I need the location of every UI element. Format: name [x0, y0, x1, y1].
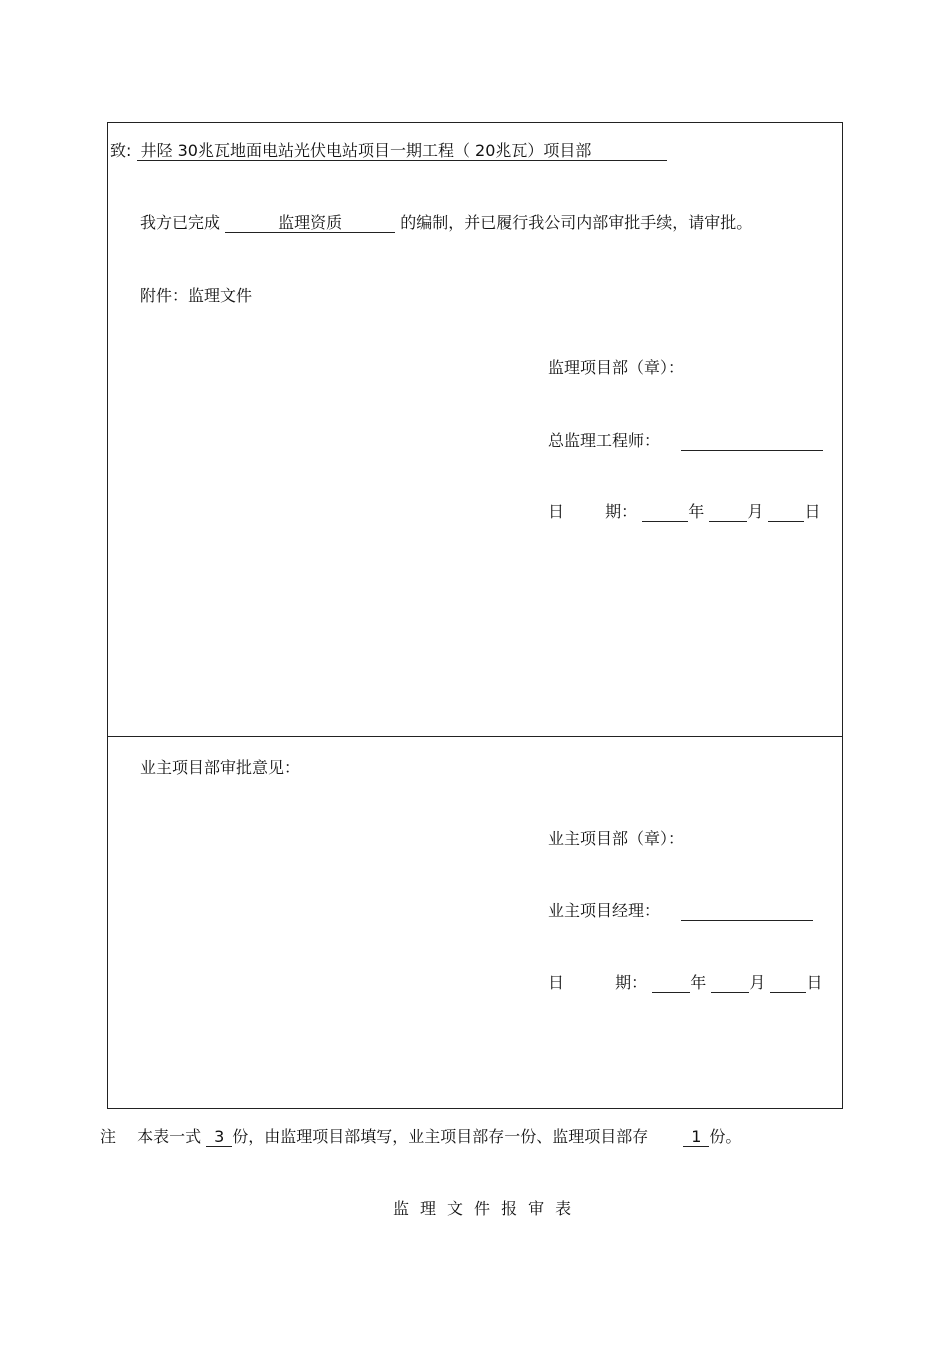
- footer-title-char: 件: [474, 1199, 491, 1218]
- footer-title-char: 审: [528, 1199, 545, 1218]
- addressee-project: 井陉 30兆瓦地面电站光伏电站项目一期工程（ 20兆瓦）项目部: [137, 141, 667, 161]
- month-label: 月: [747, 502, 764, 521]
- footer-title: [393, 1199, 582, 1219]
- attachment-line: 附件：监理文件: [140, 286, 253, 305]
- note-text-2: 份，由监理项目部填写，业主项目部存一份、监理项目部存: [232, 1127, 649, 1146]
- form-frame: [107, 122, 843, 1109]
- owner-opinion-label: 业主项目部审批意见：: [140, 758, 301, 777]
- footer-title-char: 表: [555, 1199, 572, 1218]
- date-label-a: 日: [548, 502, 565, 521]
- date-line-1: [548, 502, 820, 522]
- chief-engineer-line: [548, 431, 823, 451]
- owner-dept-seal: 业主项目部（章）：: [548, 829, 685, 848]
- day-label: 日: [804, 502, 821, 521]
- note-copies: 3: [206, 1127, 232, 1147]
- addressee-prefix: 致:: [110, 141, 132, 160]
- footer-title-char: 监: [393, 1199, 410, 1218]
- day-blank: [770, 973, 806, 993]
- intro-before: 我方已完成: [140, 213, 221, 232]
- month-blank: [709, 502, 747, 522]
- footer-title-char: 理: [420, 1199, 437, 1218]
- intro-filled: 监理资质: [225, 213, 395, 233]
- year-blank: [652, 973, 690, 993]
- owner-manager-blank: [681, 901, 813, 921]
- note-text-1: 本表一式: [137, 1127, 202, 1146]
- chief-engineer-blank: [681, 431, 823, 451]
- day-blank: [768, 502, 804, 522]
- supervisor-dept-seal: 监理项目部（章）：: [548, 358, 685, 377]
- month-blank: [711, 973, 749, 993]
- note-text-3: 份。: [709, 1127, 742, 1146]
- intro-line: [140, 213, 752, 233]
- date-label-a: 日: [548, 973, 565, 992]
- month-label: 月: [749, 973, 766, 992]
- year-label: 年: [688, 502, 705, 521]
- addressee-line: [110, 141, 667, 161]
- chief-engineer-label: 总监理工程师：: [548, 431, 661, 450]
- date-label-b: 期：: [615, 973, 648, 992]
- owner-manager-line: [548, 901, 813, 921]
- day-label: 日: [806, 973, 823, 992]
- note-copies-2: 1: [683, 1127, 709, 1147]
- date-line-2: [548, 973, 822, 993]
- intro-after: 的编制，并已履行我公司内部审批手续，请审批。: [400, 213, 753, 232]
- year-blank: [642, 502, 688, 522]
- note-prefix: 注: [100, 1127, 117, 1146]
- date-label-b: 期：: [605, 502, 638, 521]
- footer-title-char: 文: [447, 1199, 464, 1218]
- note-line: [100, 1127, 741, 1147]
- section-divider: [107, 736, 843, 737]
- year-label: 年: [690, 973, 707, 992]
- owner-manager-label: 业主项目经理：: [548, 901, 661, 920]
- footer-title-char: 报: [501, 1199, 518, 1218]
